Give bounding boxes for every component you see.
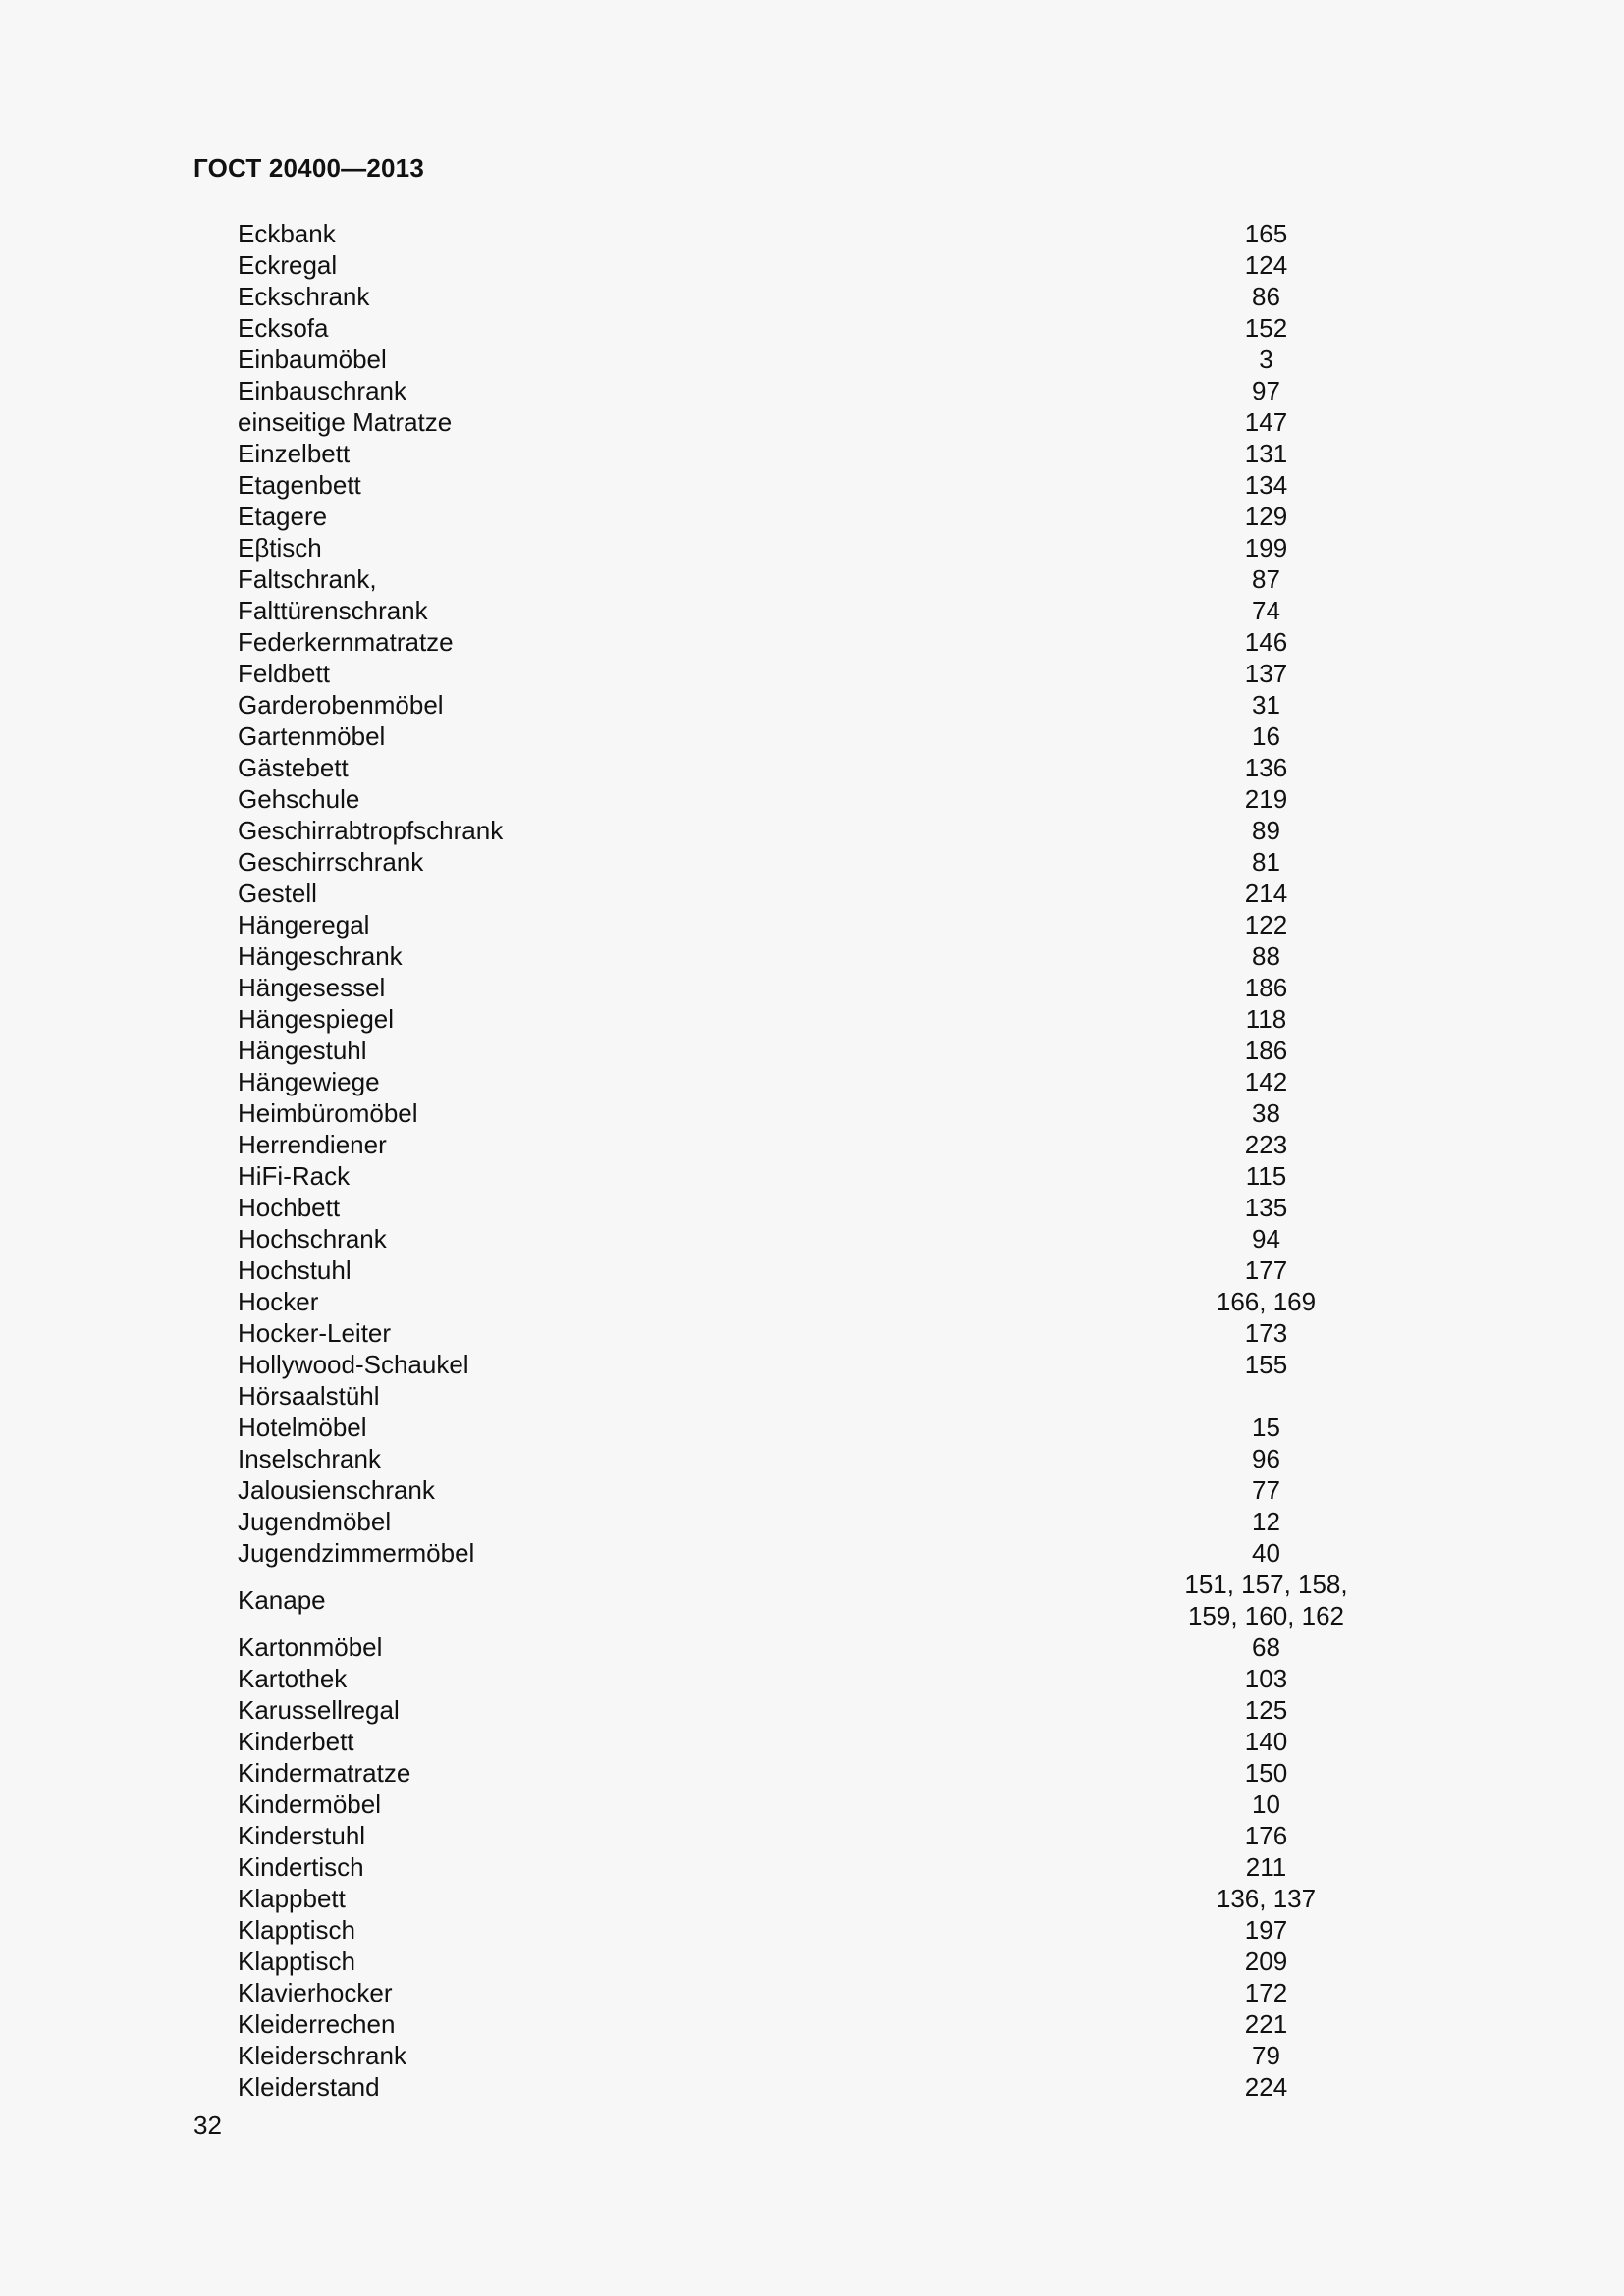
index-term: Kindertisch — [238, 1852, 364, 1882]
index-term: Kanape — [238, 1585, 326, 1615]
index-page-refs: 10 — [1252, 1789, 1280, 1819]
index-entry — [238, 1694, 1465, 1726]
index-page-refs: 86 — [1252, 282, 1280, 311]
index-page-refs: 186 — [1244, 973, 1288, 1002]
index-term: Kindermöbel — [238, 1789, 381, 1819]
index-page-refs: 199 — [1244, 533, 1288, 562]
index-page-refs: 81 — [1252, 847, 1280, 877]
index-entry — [238, 1223, 1465, 1255]
index-page-refs: 38 — [1252, 1098, 1280, 1128]
index-entry — [238, 1129, 1465, 1160]
index-page-refs: 88 — [1252, 941, 1280, 971]
index-entry — [238, 1066, 1465, 1097]
index-page-refs: 142 — [1244, 1067, 1288, 1096]
index-page-refs: 219 — [1244, 784, 1288, 814]
index-term: HiFi-Rack — [238, 1161, 351, 1191]
index-page-refs: 12 — [1252, 1507, 1280, 1536]
index-term: Hängeregal — [238, 910, 370, 939]
index-entry — [238, 658, 1465, 689]
index-term: Kartonmöbel — [238, 1632, 383, 1662]
index-entry — [238, 752, 1465, 783]
index-entry — [238, 2008, 1465, 2040]
index-term: Hollywood-Schaukel — [238, 1350, 469, 1379]
index-term: Garderobenmöbel — [238, 690, 444, 720]
index-term: Geschirrschrank — [238, 847, 424, 877]
index-term: Gästebett — [238, 753, 349, 782]
index-term: Jugendzimmermöbel — [238, 1538, 475, 1568]
index-term: Geschirrabtropfschrank — [238, 816, 504, 845]
index-term: Hängewiege — [238, 1067, 380, 1096]
index-term: Etagere — [238, 502, 328, 531]
index-entry — [238, 1192, 1465, 1223]
index-page-refs: 40 — [1252, 1538, 1280, 1568]
index-page-refs: 186 — [1244, 1036, 1288, 1065]
index-entry — [238, 2040, 1465, 2071]
index-page-refs: 16 — [1252, 721, 1280, 751]
page-number: 32 — [193, 2110, 222, 2140]
index-entry — [238, 626, 1465, 658]
index-entry — [238, 501, 1465, 532]
index-entry — [238, 406, 1465, 438]
page-title: ГОСТ 20400—2013 — [193, 153, 424, 183]
index-term: Gehschule — [238, 784, 360, 814]
index-page-refs: 96 — [1252, 1444, 1280, 1473]
index-entry — [238, 218, 1465, 249]
index-term: Karussellregal — [238, 1695, 400, 1725]
index-entry — [238, 1977, 1465, 2008]
index-term: Inselschrank — [238, 1444, 381, 1473]
index-term: Kinderbett — [238, 1727, 354, 1756]
index-page-refs: 146 — [1244, 627, 1288, 657]
index-page-refs: 209 — [1244, 1947, 1288, 1976]
index-term: Feldbett — [238, 659, 330, 688]
index-entry — [238, 1851, 1465, 1883]
index-term: Faltschrank, — [238, 564, 377, 594]
index-page-refs: 172 — [1244, 1978, 1288, 2007]
index-term: Hocker — [238, 1287, 319, 1316]
index-term: Herrendiener — [238, 1130, 387, 1159]
index-term: Eβtisch — [238, 533, 322, 562]
index-page-refs: 214 — [1244, 879, 1288, 908]
index-entry — [238, 1663, 1465, 1694]
index-page-refs: 77 — [1252, 1475, 1280, 1505]
index-page-refs: 136, 137 — [1216, 1884, 1317, 1913]
index-entry — [238, 1820, 1465, 1851]
index-term: Hängestuhl — [238, 1036, 367, 1065]
index-term: Etagenbett — [238, 470, 361, 500]
index-entry — [238, 1474, 1465, 1506]
index-term: Heimbüromöbel — [238, 1098, 418, 1128]
index-page-refs: 221 — [1244, 2009, 1288, 2039]
index-page-refs: 140 — [1244, 1727, 1288, 1756]
index-page-refs: 176 — [1244, 1821, 1288, 1850]
index-page-refs: 177 — [1244, 1255, 1288, 1285]
index-entry — [238, 532, 1465, 563]
index-page-refs: 89 — [1252, 816, 1280, 845]
index-entry — [238, 972, 1465, 1003]
index-page-refs: 122 — [1244, 910, 1288, 939]
index-term: Einbauschrank — [238, 376, 406, 405]
index-term: Klavierhocker — [238, 1978, 393, 2007]
index-page-refs: 147 — [1244, 407, 1288, 437]
index-page-refs: 115 — [1245, 1161, 1287, 1191]
index-term: Hängeschrank — [238, 941, 403, 971]
index-term: Kleiderstand — [238, 2072, 380, 2102]
index-entry — [238, 1883, 1465, 1914]
index-entry — [238, 1443, 1465, 1474]
index-term: Ecksofa — [238, 313, 329, 343]
index-entry — [238, 689, 1465, 721]
index-entry — [238, 878, 1465, 909]
index-page-refs: 125 — [1244, 1695, 1288, 1725]
index-page-refs: 124 — [1244, 250, 1288, 280]
index-entry — [238, 1317, 1465, 1349]
index-term: Jalousienschrank — [238, 1475, 435, 1505]
index-entry — [238, 1035, 1465, 1066]
index-term: Hochschrank — [238, 1224, 387, 1254]
index-term: Hörsaalstühl — [238, 1381, 380, 1411]
index-entry — [238, 783, 1465, 815]
index-page-refs: 94 — [1252, 1224, 1280, 1254]
index-page-refs: 136 — [1244, 753, 1288, 782]
index-term: Jugendmöbel — [238, 1507, 392, 1536]
index-page-refs: 152 — [1244, 313, 1288, 343]
index-entry — [238, 1255, 1465, 1286]
index-entry — [238, 815, 1465, 846]
index-page-refs: 129 — [1244, 502, 1288, 531]
index-page-refs: 131 — [1244, 439, 1288, 468]
index-term: Kleiderschrank — [238, 2041, 406, 2070]
index-page-refs: 118 — [1245, 1004, 1287, 1034]
index-list — [238, 218, 1465, 2103]
index-term: Kindermatratze — [238, 1758, 411, 1788]
index-entry — [238, 595, 1465, 626]
index-term: Kleiderrechen — [238, 2009, 396, 2039]
index-page-refs: 166, 169 — [1216, 1287, 1317, 1316]
index-entry — [238, 1506, 1465, 1537]
index-term: Gartenmöbel — [238, 721, 386, 751]
index-page-refs: 155 — [1244, 1350, 1288, 1379]
index-term: Hotelmöbel — [238, 1413, 367, 1442]
index-page-refs: 197 — [1244, 1915, 1288, 1945]
index-entry — [238, 2071, 1465, 2103]
index-term: Klapptisch — [238, 1947, 355, 1976]
index-term: Eckregal — [238, 250, 338, 280]
index-term: Hochbett — [238, 1193, 341, 1222]
index-entry — [238, 1286, 1465, 1317]
index-entry — [238, 1946, 1465, 1977]
index-page-refs: 151, 157, 158, 159, 160, 162 — [1184, 1570, 1348, 1630]
index-page-refs: 211 — [1245, 1852, 1287, 1882]
index-page-refs: 103 — [1244, 1664, 1288, 1693]
index-entry — [238, 1631, 1465, 1663]
index-page-refs: 74 — [1252, 596, 1280, 625]
index-term: Klappbett — [238, 1884, 346, 1913]
index-entry — [238, 344, 1465, 375]
index-page-refs: 134 — [1244, 470, 1288, 500]
index-term: Eckbank — [238, 219, 336, 248]
index-entry — [238, 846, 1465, 878]
index-entry — [238, 312, 1465, 344]
index-term: Hochstuhl — [238, 1255, 352, 1285]
index-entry — [238, 1914, 1465, 1946]
index-entry — [238, 469, 1465, 501]
index-page-refs: 31 — [1252, 690, 1280, 720]
index-entry — [238, 1003, 1465, 1035]
index-entry — [238, 1569, 1465, 1631]
index-term: Klapptisch — [238, 1915, 355, 1945]
index-term: Gestell — [238, 879, 317, 908]
index-entry — [238, 281, 1465, 312]
index-term: Federkernmatratze — [238, 627, 454, 657]
index-entry — [238, 1726, 1465, 1757]
index-page-refs: 68 — [1252, 1632, 1280, 1662]
index-page-refs: 173 — [1244, 1318, 1288, 1348]
index-page-refs: 165 — [1244, 219, 1288, 248]
index-entry — [238, 1349, 1465, 1380]
index-entry — [238, 1757, 1465, 1789]
index-entry — [238, 563, 1465, 595]
index-page-refs: 223 — [1244, 1130, 1288, 1159]
index-page-refs: 3 — [1259, 345, 1273, 374]
index-entry — [238, 1412, 1465, 1443]
index-term: Falttürenschrank — [238, 596, 428, 625]
index-page-refs: 97 — [1252, 376, 1280, 405]
index-entry — [238, 1789, 1465, 1820]
index-entry — [238, 438, 1465, 469]
index-term: Eckschrank — [238, 282, 370, 311]
index-page-refs: 87 — [1252, 564, 1280, 594]
index-page-refs: 150 — [1244, 1758, 1288, 1788]
index-page-refs: 224 — [1244, 2072, 1288, 2102]
index-term: Hocker-Leiter — [238, 1318, 392, 1348]
index-term: Einbaumöbel — [238, 345, 387, 374]
index-entry — [238, 249, 1465, 281]
index-entry — [238, 1380, 1465, 1412]
index-term: Kartothek — [238, 1664, 348, 1693]
index-entry — [238, 1537, 1465, 1569]
index-entry — [238, 721, 1465, 752]
index-term: Hängesessel — [238, 973, 386, 1002]
index-page-refs: 137 — [1244, 659, 1288, 688]
index-term: Hängespiegel — [238, 1004, 395, 1034]
index-entry — [238, 1160, 1465, 1192]
index-term: Kinderstuhl — [238, 1821, 366, 1850]
index-page-refs: 15 — [1252, 1413, 1280, 1442]
index-entry — [238, 909, 1465, 940]
index-page-refs: 79 — [1252, 2041, 1280, 2070]
index-term: Einzelbett — [238, 439, 351, 468]
index-entry — [238, 940, 1465, 972]
index-page-refs: 135 — [1244, 1193, 1288, 1222]
index-entry — [238, 1097, 1465, 1129]
index-entry — [238, 375, 1465, 406]
index-term: einseitige Matratze — [238, 407, 453, 437]
